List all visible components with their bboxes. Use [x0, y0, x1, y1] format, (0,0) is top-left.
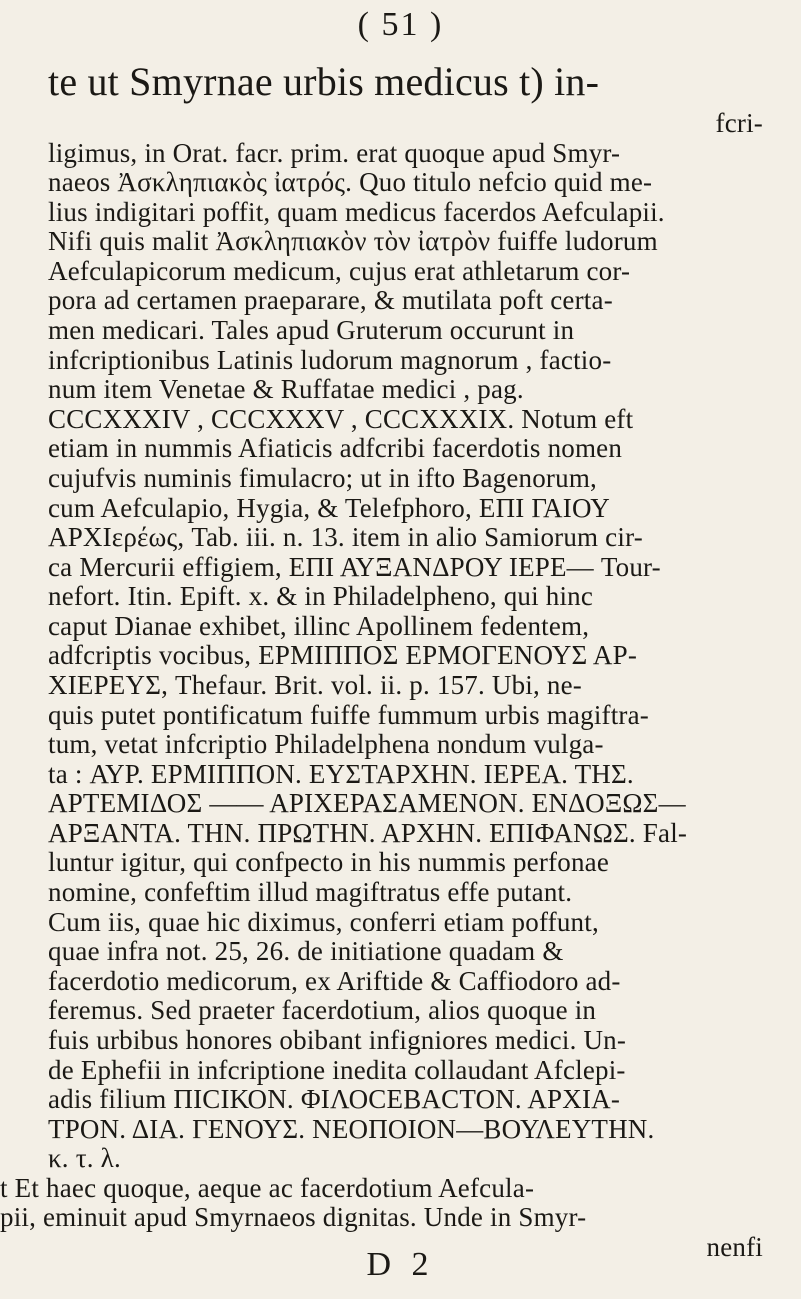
text-line: Aefculapicorum medicum, cujus erat athletarum cor- — [48, 255, 631, 286]
text-line: cujufvis numinis fimulacro; ut in ifto Bagenorum, — [48, 462, 597, 493]
text-line: ta : ΑΥΡ. ΕΡΜΙΠΠΟΝ. ΕΥΣΤΑΡΧΗΝ. ΙΕΡΕΑ. ΤΗΣ. — [48, 758, 634, 789]
text-line: nomine, confeftim illud magiftratus effe putant. — [48, 877, 573, 908]
text-line: quis putet pontificatum fuiffe fummum urbis magiftra- — [48, 699, 649, 730]
text-line: ca Mercurii effigiem, ΕΠΙ ΑΥΞΑΝΔΡΟΥ ΙΕΡΕ— Tour- — [48, 551, 661, 582]
text-line: feremus. Sed praeter facerdotium, alios quoque in — [48, 995, 597, 1026]
text-line: cum Aefculapio, Hygia, & Telefphoro, ΕΠΙ ΓΑΙΟΥ — [48, 492, 611, 523]
text-line: infcriptionibus Latinis ludorum magnorum , factio- — [48, 344, 612, 375]
footnote-line: t Et haec quoque, aeque ac facerdotium Aefcula- — [0, 1172, 535, 1203]
text-line: ligimus, in Orat. facr. prim. erat quoque apud Smyr- — [48, 137, 621, 168]
text-line: Cum iis, quae hic diximus, conferri etiam poffunt, — [48, 906, 599, 937]
text-line: adis filium ΠΙCΙΚΟΝ. ΦΙΛΟCΕΒΑCΤΟΝ. ΑΡΧΙΑ- — [48, 1084, 621, 1115]
footnote-line: nenfi — [706, 1232, 763, 1262]
text-line: ΤΡΟΝ. ΔΙΑ. ΓΕΝΟΥΣ. ΝΕΟΠΟΙΟΝ—ΒΟΥΛΕΥΤΗΝ. — [48, 1113, 655, 1144]
text-line: quae infra not. 25, 26. de initiatione quadam & — [48, 936, 564, 967]
text-line: luntur igitur, qui confpecto in his nummis perfonae — [48, 847, 610, 878]
text-line: fuis urbibus honores obibant infigniores medici. Un- — [48, 1024, 627, 1055]
text-line: naeos Ἀσκληπιακὸς ἰατρός. Quo titulo nefcio quid me- — [48, 167, 653, 198]
text-line: caput Dianae exhibet, illinc Apollinem fedentem, — [48, 610, 590, 641]
footnote-line: pii, eminuit apud Smyrnaeos dignitas. Unde in Smyr- — [0, 1202, 587, 1233]
text-line: de Ephefii in infcriptione inedita collaudant Afclepi- — [48, 1054, 626, 1085]
text-line: tum, vetat infcriptio Philadelphena nondum vulga- — [48, 729, 604, 760]
text-line: ΑΡΤΕΜΙΔΟΣ —— ΑΡΙΧΕΡΑΣΑΜΕΝΟΝ. ΕΝΔΟΞΩΣ— — [48, 788, 686, 819]
text-line: ΑΡΧΙερέως, Tab. iii. n. 13. item in alio Samiorum cir- — [48, 522, 643, 553]
text-line: nefort. Itin. Epift. x. & in Philadelpheno, qui hinc — [48, 581, 594, 612]
text-line: etiam in nummis Afiaticis adfcribi facerdotis nomen — [48, 433, 623, 464]
signature-mark: D 2 — [366, 1246, 435, 1283]
text-line: κ. τ. λ. — [48, 1143, 121, 1174]
text-line: lius indigitari poffit, quam medicus facerdos Aefculapii. — [48, 196, 665, 227]
text-line: Nifi quis malit Ἀσκληπιακὸν τὸν ἰατρὸν fuiffe ludorum — [48, 226, 658, 257]
text-line: pora ad certamen praeparare, & mutilata poft certa- — [48, 285, 613, 316]
text-line: num item Venetae & Ruffatae medici , pag. — [48, 374, 524, 405]
text-line: ΑΡΞΑΝΤΑ. ΤΗΝ. ΠΡΩΤΗΝ. ΑΡΧΗΝ. ΕΠΙΦΑΝΩΣ. Fal- — [48, 817, 688, 848]
text-line: men medicari. Tales apud Gruterum occurunt in — [48, 315, 575, 346]
text-line: adfcriptis vocibus, ΕΡΜΙΠΠΟΣ ΕΡΜΟΓΕΝΟΥΣ ΑΡ- — [48, 640, 638, 671]
text-line: te ut Smyrnae urbis medicus t) in- — [48, 59, 600, 104]
text-line: ΧΙΕΡΕΥΣ, Thefaur. Brit. vol. ii. p. 157. Ubi, ne- — [48, 670, 582, 700]
text-line: CCCXXXIV , CCCXXXV , CCCXXXIX. Notum eft — [48, 403, 634, 434]
catchword-line: fcri- — [715, 108, 763, 138]
page-number: ( 51 ) — [357, 6, 444, 43]
text-line: facerdotio medicorum, ex Ariftide & Caffiodoro ad- — [48, 965, 621, 996]
